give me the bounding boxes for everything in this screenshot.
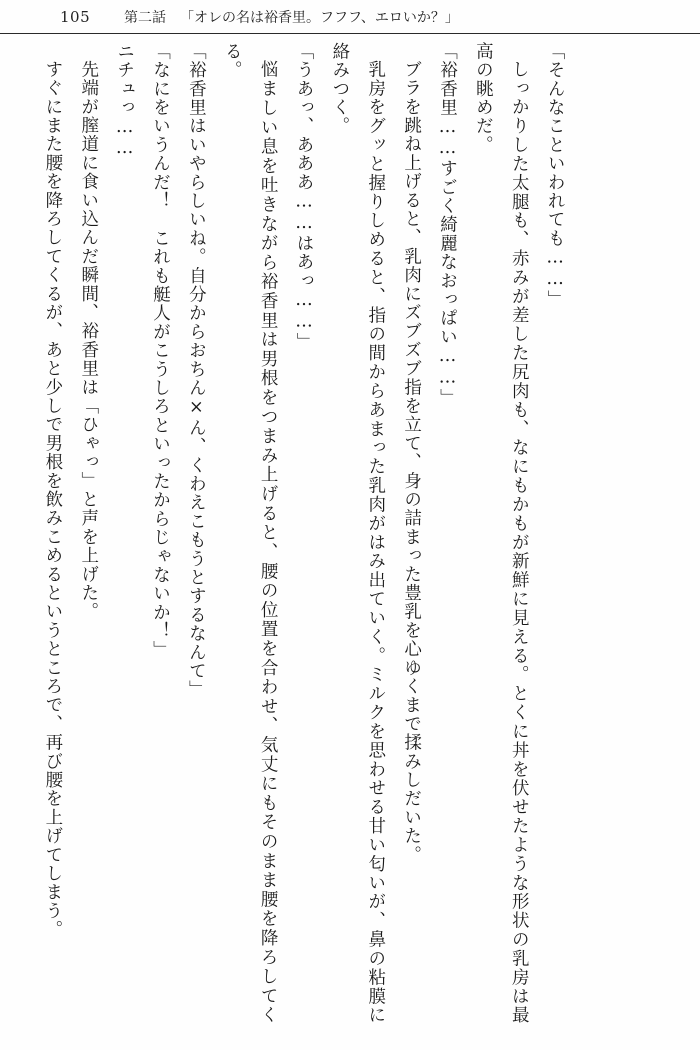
vertical-text-column [34, 42, 572, 1024]
paragraph: 先端が膣道に食い込んだ瞬間、裕香里は「ひゃっ」と声を上げた。 [78, 59, 99, 621]
paragraph: ブラを跳ね上げると、乳肉にズブズブ指を立て、身の詰まった豊乳を心ゆくまで揉みしだいた。 [401, 59, 422, 864]
paragraph: すぐにまた腰を降ろしてくるが、あと少しで男根を飲みこめるというところで、再び腰を上げてしまう。 [42, 59, 63, 939]
paragraph: 「裕香里はいやらしいね。自分からおちん×ん、くわえこもうとするなんて」 [186, 42, 207, 699]
paragraph: 乳房をグッと握りしめると、指の間からあまった乳肉がはみ出ていく。ミルクを思わせる甘い匂いが、鼻の粘膜に絡みつく。 [329, 42, 386, 1024]
chapter-label: 第二話 [124, 9, 166, 26]
page-body [34, 42, 666, 1024]
paragraph: 「うあっ、あああ……はあっ……」 [294, 42, 314, 352]
chapter-title: 「オレの名は裕香里。フフフ、エロいか？」 [180, 9, 459, 26]
page-header [0, 0, 700, 34]
paragraph: 悩ましい息を吐きながら裕香里は男根をつまみ上げると、腰の位置を合わせ、気丈にもそのまま腰を降ろしてくる。 [222, 42, 279, 1024]
paragraph: しっかりした太腿も、赤みが差した尻肉も、なにもかもが新鮮に見える。とくに丼を伏せたような形状の乳房は最高の眺めだ。 [473, 42, 530, 1024]
paragraph: ニチュっ…… [114, 42, 135, 160]
page-number: 105 [60, 7, 91, 26]
paragraph: 「裕香里……すごく綺麗なおっぱい……」 [437, 42, 458, 408]
paragraph: 「そんなこといわれても……」 [545, 42, 566, 309]
paragraph: 「なにをいうんだ！ これも艇人がこうしろといったからじゃないか！」 [150, 42, 171, 660]
